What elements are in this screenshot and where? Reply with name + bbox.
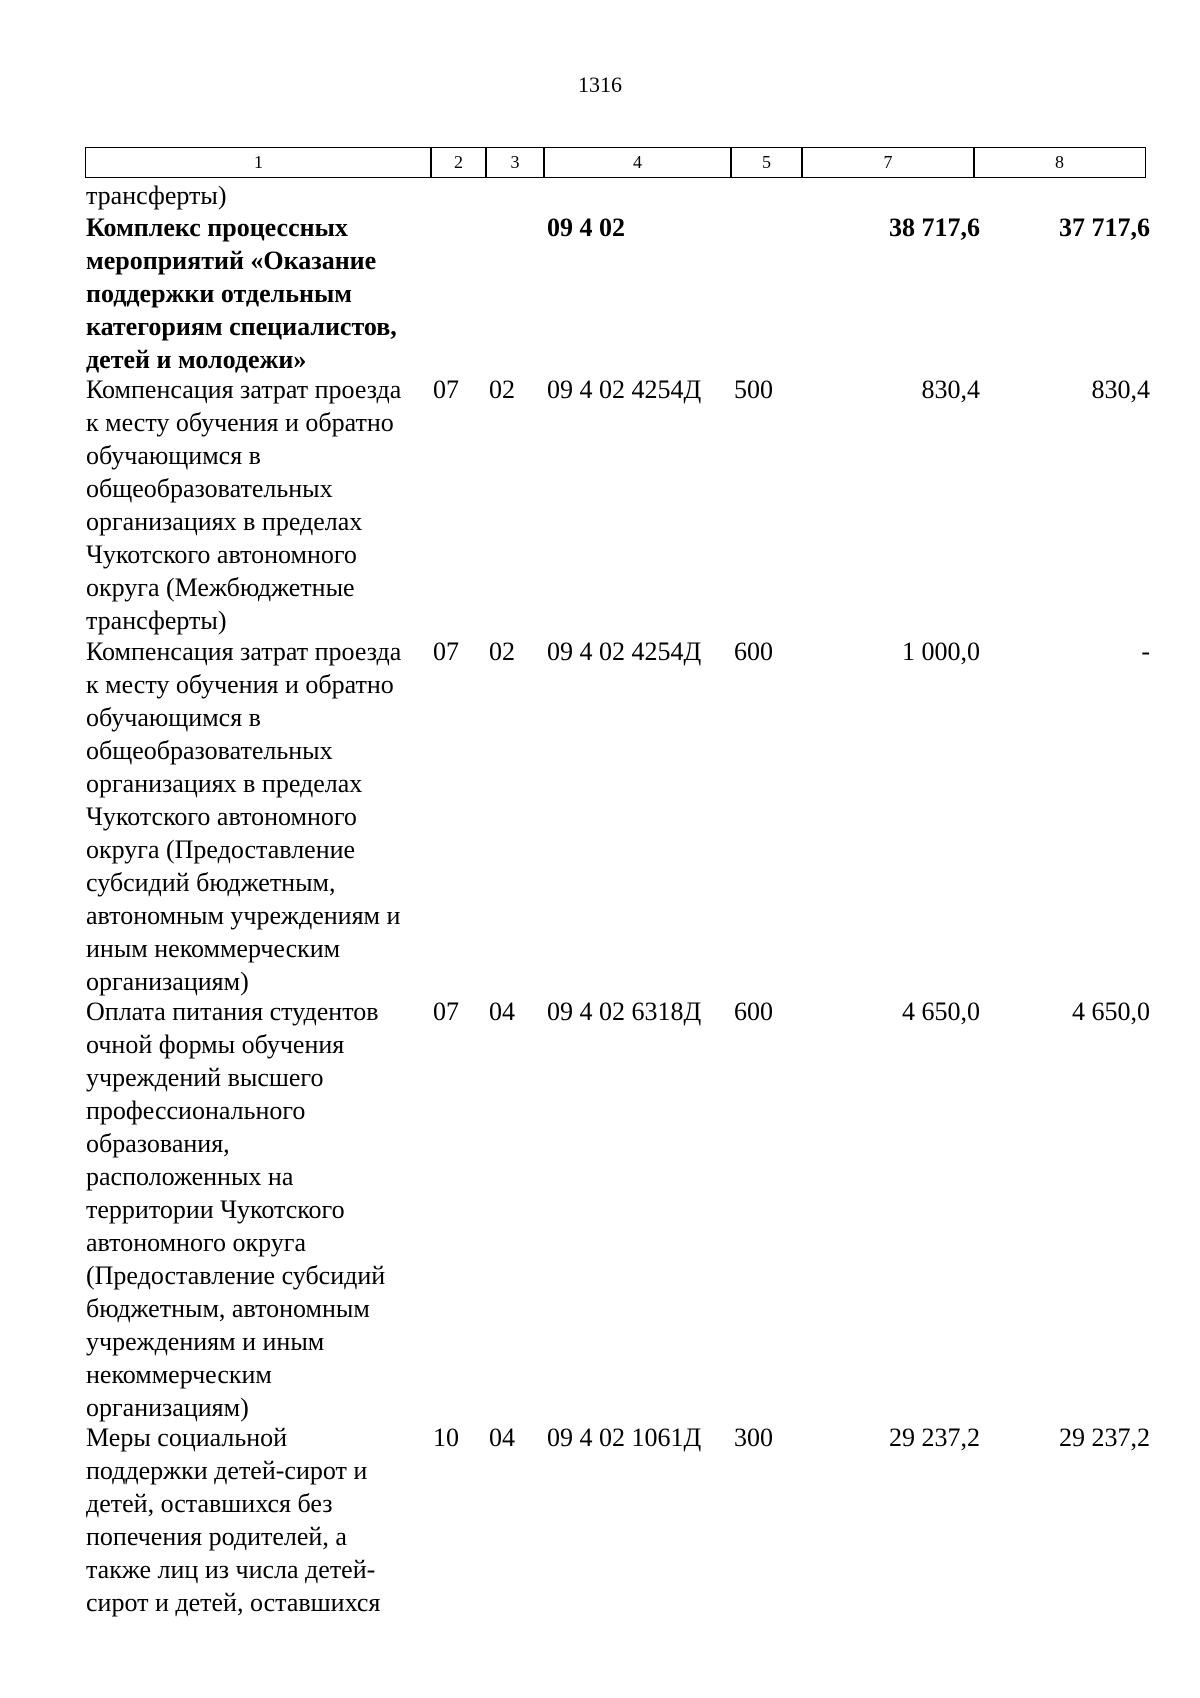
row-name: Компенсация затрат проезда к месту обучения и обратно обучающимся в общеобразовательных организациях в пределах Чукотского автономного округа (Межбюджетные трансферты) [86, 375, 402, 635]
row-value-col8: 29 237,2 [1059, 1423, 1150, 1452]
row-section: 07 [433, 637, 459, 666]
row-value-col8: 4 650,0 [1072, 997, 1150, 1026]
row-expense-type: 300 [734, 1423, 773, 1452]
row-expense-type: 500 [734, 375, 773, 404]
header-col-8: 8 [973, 147, 1146, 178]
row-section: 07 [433, 997, 459, 1026]
row-subsection: 02 [489, 375, 515, 404]
row-section: 07 [433, 375, 459, 404]
header-col-7: 7 [801, 147, 975, 178]
row-value-col8: 37 717,6 [1059, 213, 1150, 242]
header-col-1: 1 [85, 147, 432, 178]
header-col-4: 4 [543, 147, 732, 178]
page-number: 1316 [578, 72, 622, 97]
row-value-col7: 29 237,2 [889, 1423, 980, 1452]
row-expense-type: 600 [734, 637, 773, 666]
row-value-col7: 830,4 [921, 375, 980, 404]
row-value-col7: 4 650,0 [902, 997, 980, 1026]
row-name: трансферты) [86, 181, 227, 210]
row-code: 09 4 02 1061Д [547, 1423, 702, 1452]
row-name: Оплата питания студентов очной формы обучения учреждений высшего профессионального образования, расположенных на территории Чукотского автономного округа (Предоставление субсидий бюджетным, автономным учреждениям и иным некоммерческим организациям) [86, 997, 386, 1422]
row-code: 09 4 02 6318Д [547, 997, 702, 1026]
row-name: Меры социальной поддержки детей-сирот и детей, оставшихся без попечения родителей, а также лиц из числа детей- сирот и детей, оставшихся [86, 1423, 381, 1617]
row-value-col7: 1 000,0 [902, 637, 980, 666]
header-col-5: 5 [730, 147, 803, 178]
header-col-2: 2 [430, 147, 487, 178]
row-subsection: 02 [489, 637, 515, 666]
row-section: 10 [433, 1423, 459, 1452]
row-code: 09 4 02 4254Д [547, 637, 702, 666]
row-code: 09 4 02 [547, 213, 625, 242]
row-value-col7: 38 717,6 [889, 213, 980, 242]
row-expense-type: 600 [734, 997, 773, 1026]
row-name: Комплекс процессных мероприятий «Оказание поддержки отдельным категориям специалистов, детей и молодежи» [86, 213, 397, 374]
row-value-col8: - [1141, 637, 1150, 666]
header-col-3: 3 [485, 147, 545, 178]
row-code: 09 4 02 4254Д [547, 375, 702, 404]
row-value-col8: 830,4 [1091, 375, 1150, 404]
row-subsection: 04 [489, 1423, 515, 1452]
row-name: Компенсация затрат проезда к месту обучения и обратно обучающимся в общеобразовательных организациях в пределах Чукотского автономного округа (Предоставление субсидий бюджетным, автономным учреждениям и иным некоммерческим организациям) [86, 637, 402, 996]
row-subsection: 04 [489, 997, 515, 1026]
